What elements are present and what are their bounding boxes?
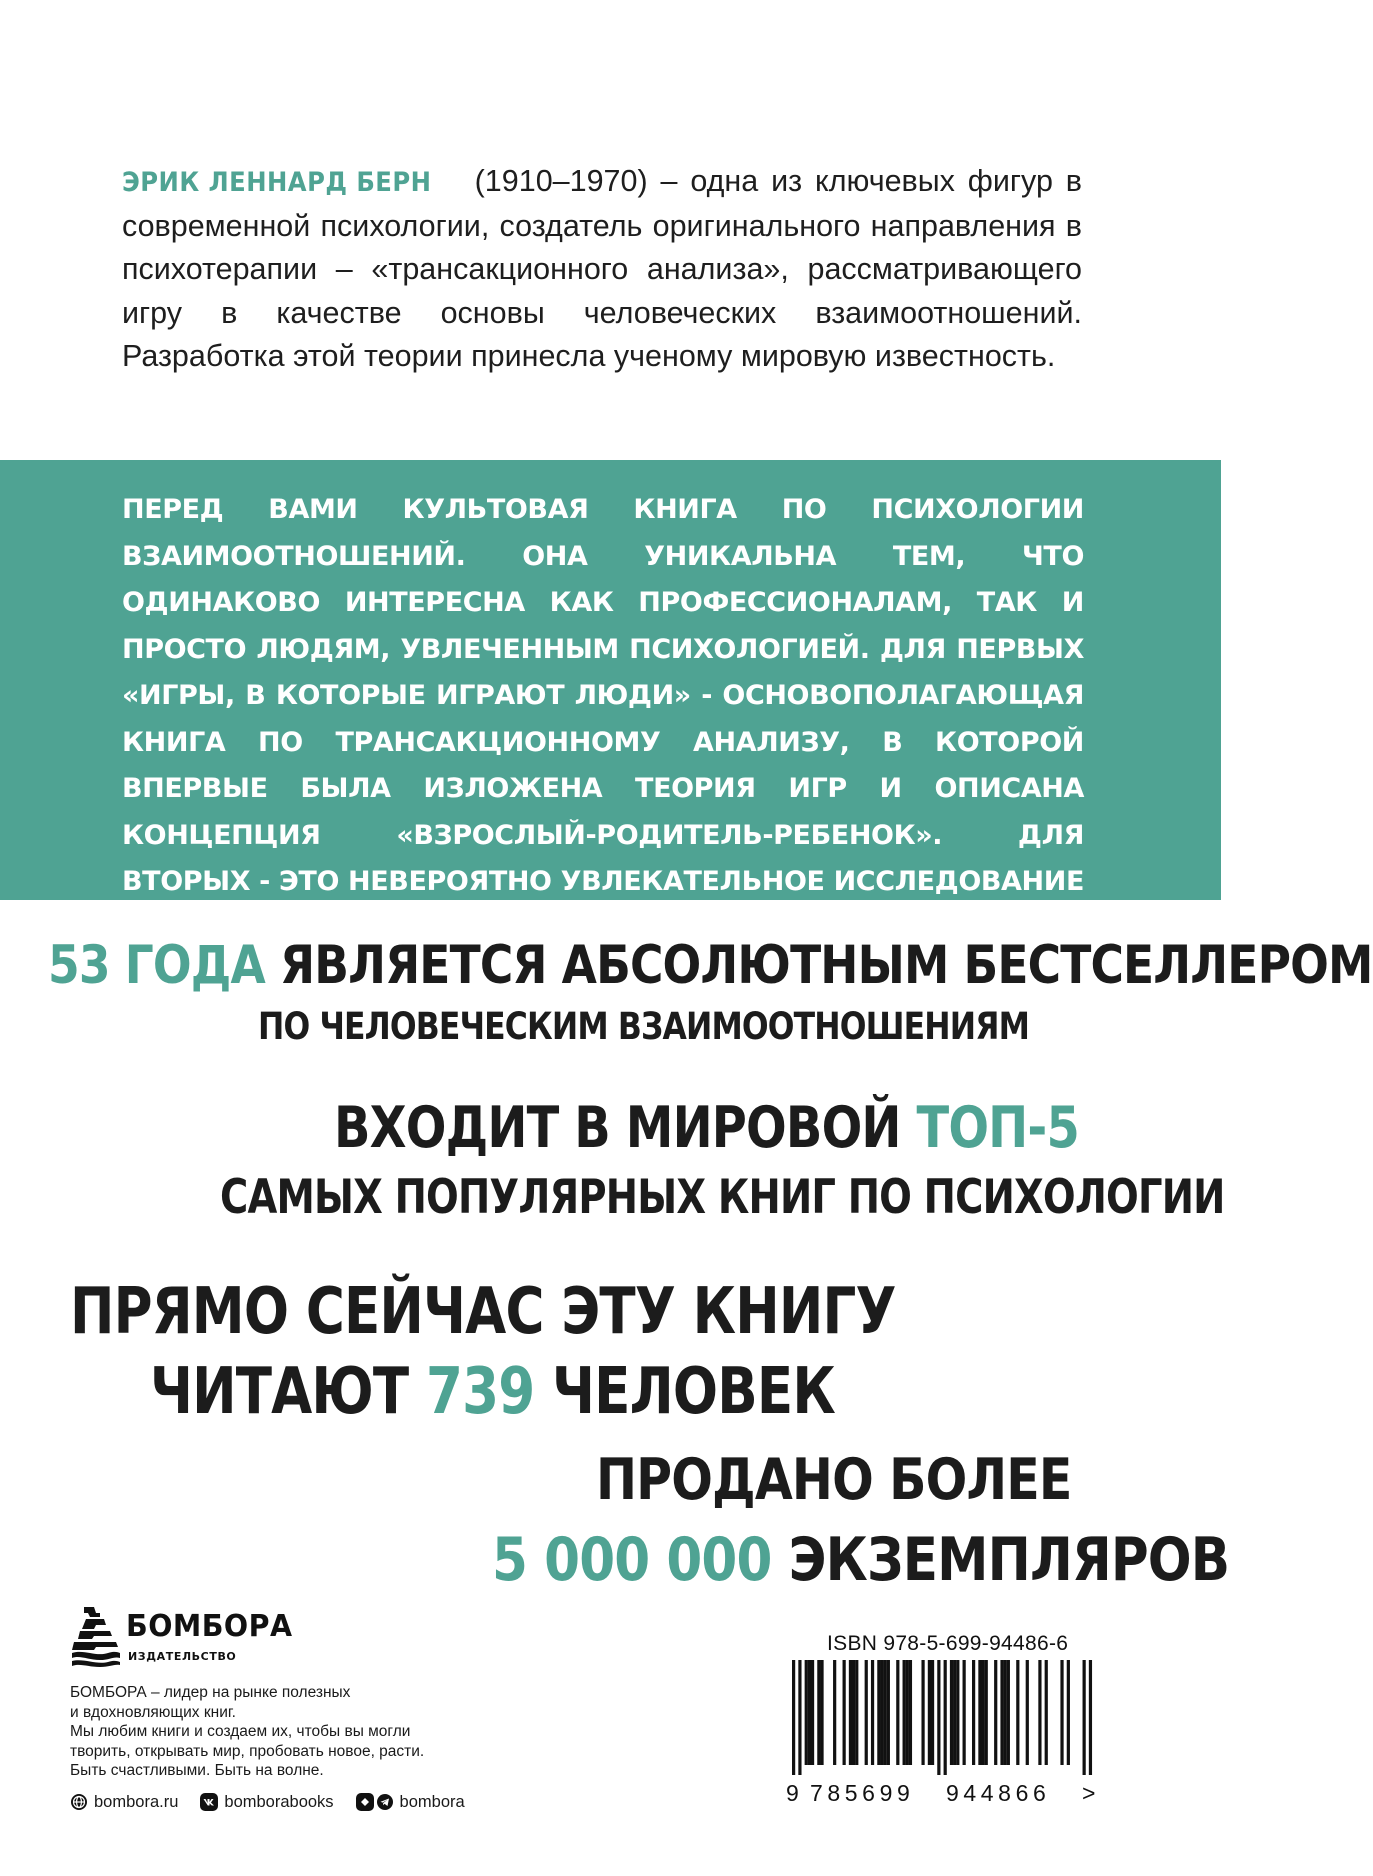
barcode-bar — [880, 1660, 883, 1765]
promo-readers-line1: ПРЯМО СЕЙЧАС ЭТУ КНИГУ — [70, 1275, 896, 1349]
barcode-bar — [849, 1660, 852, 1765]
publisher-tagline — [70, 1683, 490, 1781]
barcode-bar — [817, 1660, 820, 1765]
barcode-digits-left: 785699 — [810, 1780, 915, 1806]
barcode-bar — [1083, 1660, 1086, 1775]
barcode-bar — [855, 1660, 858, 1765]
barcode-bar — [985, 1660, 988, 1765]
barcode-bar — [808, 1660, 811, 1765]
barcode-bar — [884, 1660, 887, 1765]
barcode-digit-first: 9 — [786, 1780, 800, 1806]
promo-top5-text: ВХОДИТ В МИРОВОЙ — [334, 1095, 917, 1161]
barcode-bar — [887, 1660, 890, 1765]
promo-readers-line2 — [150, 1355, 835, 1429]
barcode-bar — [833, 1660, 836, 1765]
promo-top5-accent: ТОП-5 — [916, 1095, 1079, 1161]
barcode-bar — [877, 1660, 880, 1765]
barcode-bar — [1016, 1660, 1019, 1765]
barcode-bar — [798, 1660, 801, 1775]
barcode-bar — [805, 1660, 808, 1765]
globe-icon — [70, 1793, 88, 1811]
promo-bestseller — [48, 935, 1373, 996]
barcode-quiet-zone-mark: > — [1082, 1780, 1096, 1806]
tagline-line: Быть счастливыми. Быть на волне. — [70, 1762, 324, 1779]
barcode-bar — [903, 1660, 906, 1765]
barcode-bar — [981, 1660, 984, 1765]
barcode-bar — [953, 1660, 956, 1765]
barcode-bar — [1045, 1660, 1048, 1765]
isbn-label: ISBN 978-5-699-94486-6 — [827, 1632, 1069, 1655]
barcode-bar — [792, 1660, 795, 1775]
barcode-bar — [906, 1660, 909, 1765]
contact-telegram-label: bombora — [399, 1792, 465, 1811]
barcode-bar — [811, 1660, 814, 1765]
barcode-bar — [1004, 1660, 1007, 1765]
tagline-line: Мы любим книги и создаем их, чтобы вы могли — [70, 1723, 411, 1740]
tagline-line: творить, открывать мир, пробовать новое, расти. — [70, 1742, 425, 1760]
contact-telegram[interactable] — [356, 1793, 465, 1812]
promo-sold-post: ЭКЗЕМПЛЯРОВ — [771, 1525, 1230, 1595]
barcode-bar — [871, 1660, 874, 1765]
barcode-bar — [1067, 1660, 1070, 1765]
promo-sold-line1: ПРОДАНО БОЛЕЕ — [596, 1447, 1072, 1513]
publisher-brand: БОМБОРА — [126, 1609, 293, 1644]
barcode-bar — [972, 1660, 975, 1765]
publisher-subtitle: ИЗДАТЕЛЬСТВО — [128, 1650, 237, 1663]
promo-bestseller-text: ЯВЛЯЕТСЯ АБСОЛЮТНЫМ БЕСТСЕЛЛЕРОМ — [264, 935, 1373, 996]
barcode-digits-right: 944866 — [946, 1780, 1051, 1806]
promo-top5-sub: САМЫХ ПОПУЛЯРНЫХ КНИГ ПО ПСИХОЛОГИИ — [220, 1170, 1225, 1225]
promo-readers-count: 739 — [426, 1355, 535, 1429]
barcode-bar — [1000, 1660, 1003, 1765]
barcode-bar — [978, 1660, 981, 1765]
barcode-bar — [963, 1660, 966, 1765]
barcode-bar — [956, 1660, 959, 1765]
barcode-bar — [944, 1660, 947, 1775]
contact-vk[interactable] — [200, 1793, 333, 1812]
barcode-bar — [896, 1660, 899, 1765]
barcode-bar — [994, 1660, 997, 1765]
telegram-icon — [356, 1793, 394, 1811]
promo-sold-line2 — [492, 1525, 1229, 1595]
bombora-logo-icon — [70, 1605, 122, 1667]
barcode-bar — [1089, 1660, 1092, 1775]
contact-website[interactable] — [70, 1793, 178, 1812]
author-name: ЭРИК ЛЕННАРД БЕРН — [122, 167, 432, 198]
barcode-bar — [1007, 1660, 1010, 1765]
publisher-contacts — [70, 1790, 487, 1814]
barcode-bar — [950, 1660, 953, 1765]
contact-website-label: bombora.ru — [94, 1792, 179, 1811]
barcode-bar — [865, 1660, 868, 1765]
barcode-bar — [1026, 1660, 1029, 1765]
promo-bestseller-sub: ПО ЧЕЛОВЕЧЕСКИМ ВЗАИМООТНОШЕНИЯМ — [258, 1005, 1030, 1048]
barcode-bar — [852, 1660, 855, 1765]
barcode-bar — [928, 1660, 931, 1765]
barcode-bar — [931, 1660, 934, 1765]
author-bio-text: (1910–1970) – одна из ключевых фигур в современной психологии, создатель оригинального направления в психотерапии – «трансакционного анализа», рассматривающего игру в качестве основы человеческих взаимоотношений. Разработка этой теории принесла ученому мировую известность. — [122, 164, 1082, 373]
contact-vk-label: bomborabooks — [224, 1792, 334, 1811]
tagline-line: БОМБОРА – лидер на рынке полезных — [70, 1684, 351, 1701]
barcode-bar — [921, 1660, 924, 1765]
vk-icon — [200, 1793, 218, 1811]
promo-sold-count: 5 000 000 — [492, 1525, 772, 1595]
book-description: ПЕРЕД ВАМИ КУЛЬТОВАЯ КНИГА ПО ПСИХОЛОГИИ ВЗАИМООТНОШЕНИЙ. ОНА УНИКАЛЬНА ТЕМ, ЧТО ОДИНАКОВО ИНТЕРЕСНА КАК ПРОФЕССИОНАЛАМ, ТАК И ПРОСТО ЛЮДЯМ, УВЛЕЧЕННЫМ ПСИХОЛОГИЕЙ. ДЛЯ ПЕРВЫХ «ИГРЫ, В КОТОРЫЕ ИГРАЮТ ЛЮДИ» - ОСНОВОПОЛАГАЮЩАЯ КНИГА ПО ТРАНСАКЦИОННОМУ АНАЛИЗУ, В КОТОРОЙ ВПЕРВЫЕ БЫЛА ИЗЛОЖЕНА ТЕОРИЯ ИГР И ОПИСАНА КОНЦЕПЦИЯ «ВЗРОСЛЫЙ-РОДИТЕЛЬ-РЕБЕНОК». ДЛЯ ВТОРЫХ - ЭТО НЕВЕРОЯТНО УВЛЕКАТЕЛЬНОЕ ИССЛЕДОВАНИЕ СКРЫТОГО СМЫСЛА ЧЕЛОВЕЧЕСКИХ ОТНОШЕНИЙ. — [122, 494, 1084, 944]
promo-top5 — [334, 1095, 1079, 1161]
barcode-bar — [1060, 1660, 1063, 1765]
tagline-line: и вдохновляющих книг. — [70, 1703, 236, 1721]
barcode-bar — [843, 1660, 846, 1765]
promo-readers-pre: ЧИТАЮТ — [150, 1355, 427, 1429]
isbn-barcode — [792, 1660, 1092, 1775]
author-bio — [122, 160, 1082, 379]
barcode-bar — [820, 1660, 823, 1765]
barcode-bar — [909, 1660, 912, 1765]
promo-readers-post: ЧЕЛОВЕК — [534, 1355, 835, 1429]
barcode-bar — [1038, 1660, 1041, 1765]
publisher-logo — [70, 1605, 300, 1670]
barcode-bar — [937, 1660, 940, 1775]
promo-years: 53 ГОДА — [48, 935, 265, 996]
